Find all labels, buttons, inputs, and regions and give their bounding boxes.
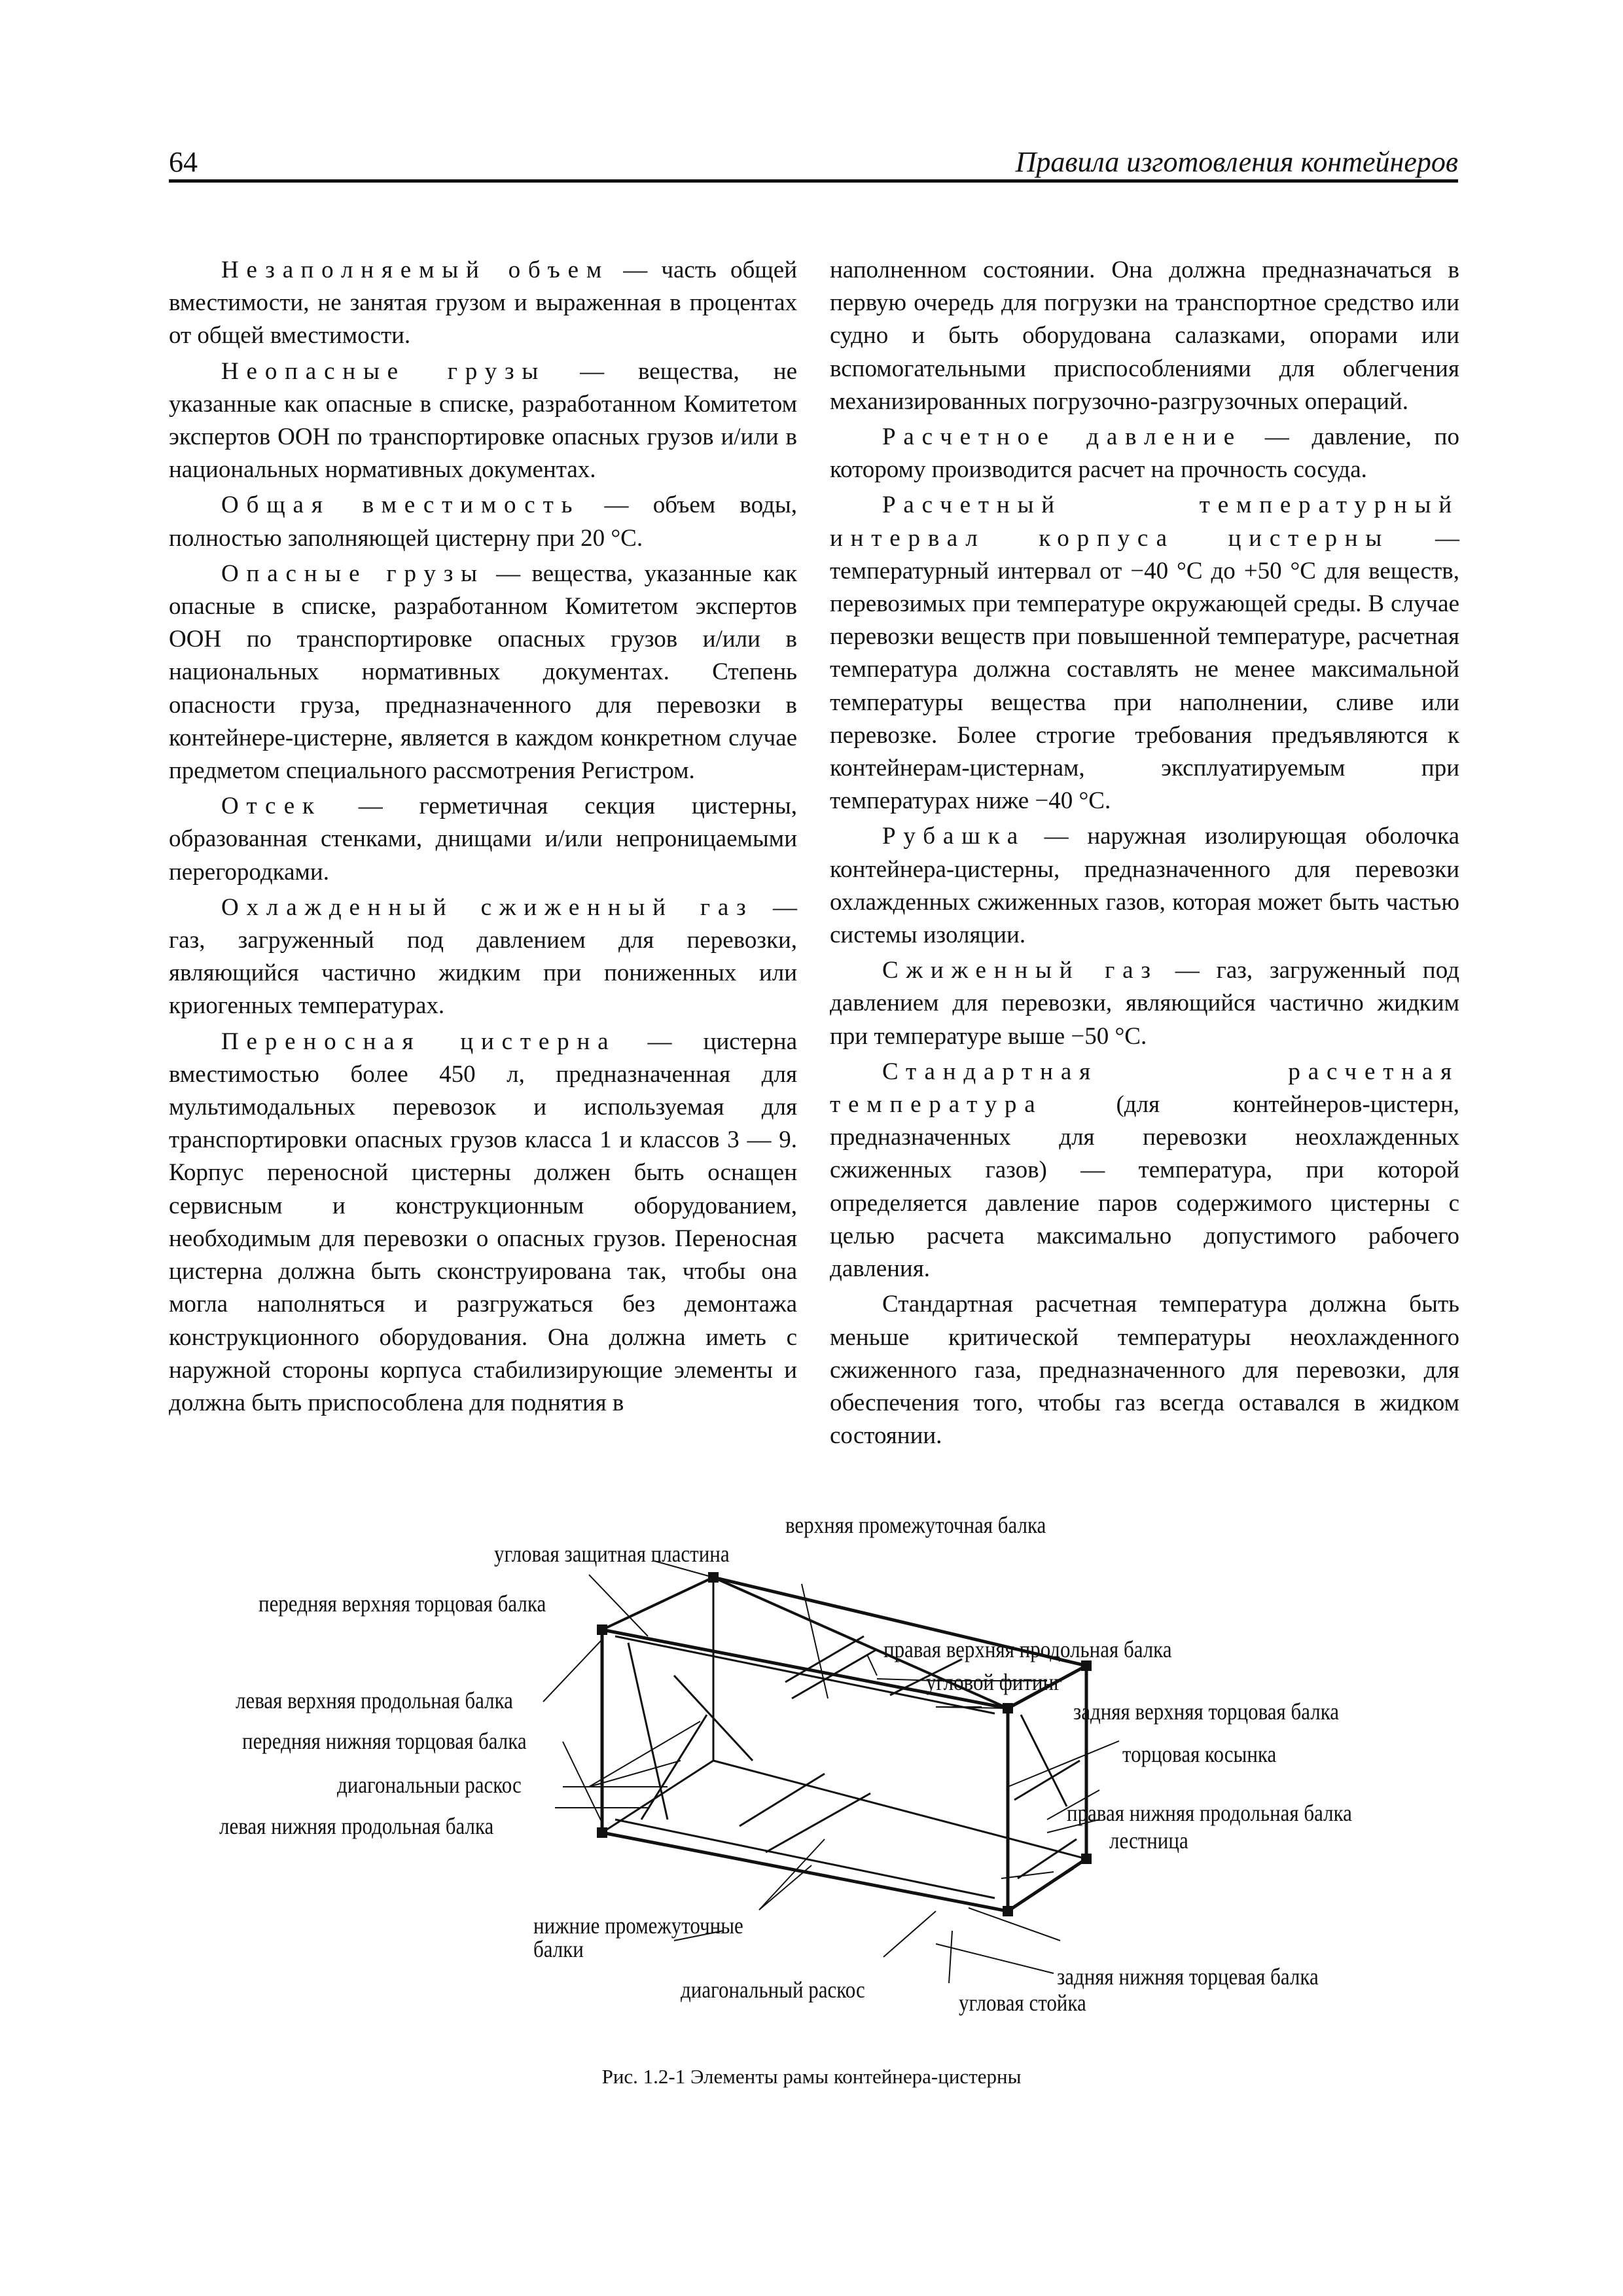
term: Переносная цистерна <box>221 1028 616 1055</box>
term: Опасные грузы <box>221 560 485 587</box>
definition-text: (для контейнеров-цистерн, предназначенных для перевозки неохлажденных сжиженных газов) — температура, при которой определяется давление паров содержимого цистерны с целью расчета максимально допустимого рабочего давления. <box>830 1091 1459 1283</box>
running-title: Правила изготовления контейнеров <box>1015 146 1458 178</box>
definition-paragraph <box>830 421 1459 486</box>
definition-text: — наружная изолирующая оболочка контейнера-цистерны, предназначенного для перевозки охлажденных сжиженных газов, которая может быть частью системы изоляции. <box>830 823 1459 949</box>
definition-text: — часть общей вместимости, не занятая грузом и выраженная в процентах от общей вместимости. <box>169 257 797 350</box>
definition-paragraph <box>830 820 1459 952</box>
label-corner-post: угловая стойка <box>959 1990 1086 2016</box>
left-column <box>169 254 797 1422</box>
definition-paragraph <box>169 355 797 487</box>
definition-paragraph <box>830 1056 1459 1285</box>
definition-text: — объем воды, полностью заполняющей цистерну при 20 °С. <box>169 492 797 552</box>
definition-paragraph <box>830 489 1459 817</box>
label-bottom-intermediate-beams-cont: балки <box>533 1936 584 1962</box>
frame-outline <box>602 1577 1086 1911</box>
definition-text: — вещества, не указанные как опасные в списке, разработанном Комитетом экспертов ООН по транспортировке опасных грузов и/или в национальных нормативных документах. <box>169 357 797 484</box>
container-frame-figure <box>196 1512 1440 2049</box>
label-bottom-intermediate-beams: нижние промежуточные <box>533 1912 743 1939</box>
term: Незаполняемый объем <box>221 257 610 283</box>
corner-fittings <box>597 1572 1092 1916</box>
label-rear-top-end-beam: задняя верхняя торцовая балка <box>1073 1698 1340 1725</box>
body-paragraph <box>830 1288 1459 1452</box>
definition-paragraph <box>830 954 1459 1053</box>
continued-paragraph <box>830 254 1459 418</box>
definition-paragraph <box>169 558 797 787</box>
definition-text: наполненном состоянии. Она должна предназначаться в первую очередь для погрузки на транспортное средство или судно и быть оборудована салазками, опорами или вспомогательными приспособлениями для облегчения механизированных погрузочно-разгрузочных операций. <box>830 257 1459 415</box>
term: Отсек <box>221 793 322 820</box>
term: Расчетное давление <box>882 423 1243 451</box>
label-front-top-end-beam: передняя верхняя торцовая балка <box>259 1590 546 1617</box>
definition-text: — герметичная секция цистерны, образованная стенками, днищами и/или непроницаемыми перегородками. <box>169 793 797 886</box>
definition-text: — газ, загруженный под давлением для перевозки, являющийся частично жидким при температуре выше −50 °С. <box>830 957 1459 1050</box>
term: Рубашка <box>882 823 1026 850</box>
definition-text: — температурный интервал от −40 °С до +50 °С для веществ, перевозимых при температуре окружающей среды. В случае перевозки веществ при повышенной температуре, расчетная температура должна составлять не менее максимальной температуры вещества при наполнении, сливе или перевозке. Более строгие требования предъявляются к контейнерам-цистернам, эксплуатируемым при температурах ниже −40 °С. <box>830 524 1460 815</box>
term: Стандартная расчетная температура <box>830 1058 1459 1119</box>
right-column <box>830 254 1459 1455</box>
body-text: Стандартная расчетная температура должна быть меньше критической температуры неохлажденного сжиженного газа, предназначенного для перевозки, для обеспечения того, чтобы газ всегда оставался в жидком состоянии. <box>830 1291 1459 1450</box>
term: Расчетный температурный интервал корпуса цистерны <box>830 492 1459 552</box>
label-corner-protection-plate: угловая защитная пластина <box>494 1541 730 1567</box>
term: Сжиженный газ <box>882 957 1158 984</box>
label-rear-bottom-end-beam: задняя нижняя торцевая балка <box>1057 1964 1319 1990</box>
label-front-bottom-end-beam: передняя нижняя торцовая балка <box>242 1728 527 1754</box>
term: Неопасные грузы <box>221 357 546 385</box>
term: Общая вместимость <box>221 492 580 519</box>
definition-paragraph <box>169 891 797 1023</box>
label-corner-fitting: угловой фитинг <box>926 1669 1062 1695</box>
definition-text: — вещества, указанные как опасные в списке, разработанном Комитетом экспертов ООН по транспортировке опасных грузов и/или в национальных нормативных документах. Степень опасности груза, предназначенного для перевозки в контейнере-цистерне, является в каждом конкретном случае предметом специального рассмотрения Регистром. <box>169 560 797 785</box>
label-ladder: лестница <box>1109 1827 1188 1854</box>
label-right-bottom-side-beam: правая нижняя продольная балка <box>1067 1800 1352 1826</box>
page-header <box>169 145 1458 183</box>
definition-text: — газ, загруженный под давлением для перевозки, являющийся частично жидким при пониженных или криогенных температурах. <box>169 893 797 1020</box>
figure-caption: Рис. 1.2-1 Элементы рамы контейнера-цистерны <box>601 2065 1022 2088</box>
label-diagonal-brace: диагональный раскос <box>681 1977 865 2003</box>
label-end-gusset: торцовая косынка <box>1122 1741 1277 1767</box>
page-number: 64 <box>169 146 198 178</box>
definition-paragraph <box>169 489 797 554</box>
definition-paragraph <box>169 790 797 889</box>
definition-text: — давление, по которому производится расчет на прочность сосуда. <box>830 423 1459 484</box>
term: Охлажденный сжиженный газ <box>221 893 754 921</box>
definition-text: — цистерна вместимостью более 450 л, предназначенная для мультимодальных перевозок и используемая для транспортировки опасных грузов класса 1 и классов 3 — 9. Корпус переносной цистерны должен быть оснащен сервисным и конструкционным оборудованием, необходимым для перевозки о опасных грузов. Переносная цистерна должна быть сконструирована так, чтобы она могла наполняться и разгружаться без демонтажа конструкционного оборудования. Она должна иметь с наружной стороны корпуса стабилизирующие элементы и должна быть приспособлена для поднятия в <box>169 1028 798 1416</box>
label-diagonal-braces: диагональныи раскос <box>337 1772 522 1798</box>
label-top-intermediate-beam: верхняя промежуточная балка <box>785 1512 1046 1538</box>
label-right-top-side-beam: правая верхняя продольная балка <box>883 1636 1172 1662</box>
definition-paragraph <box>169 1026 797 1420</box>
definition-paragraph <box>169 254 797 353</box>
label-left-bottom-side-beam: левая нижняя продольная балка <box>219 1813 494 1839</box>
label-left-top-side-beam: левая верхняя продольная балка <box>236 1687 513 1713</box>
